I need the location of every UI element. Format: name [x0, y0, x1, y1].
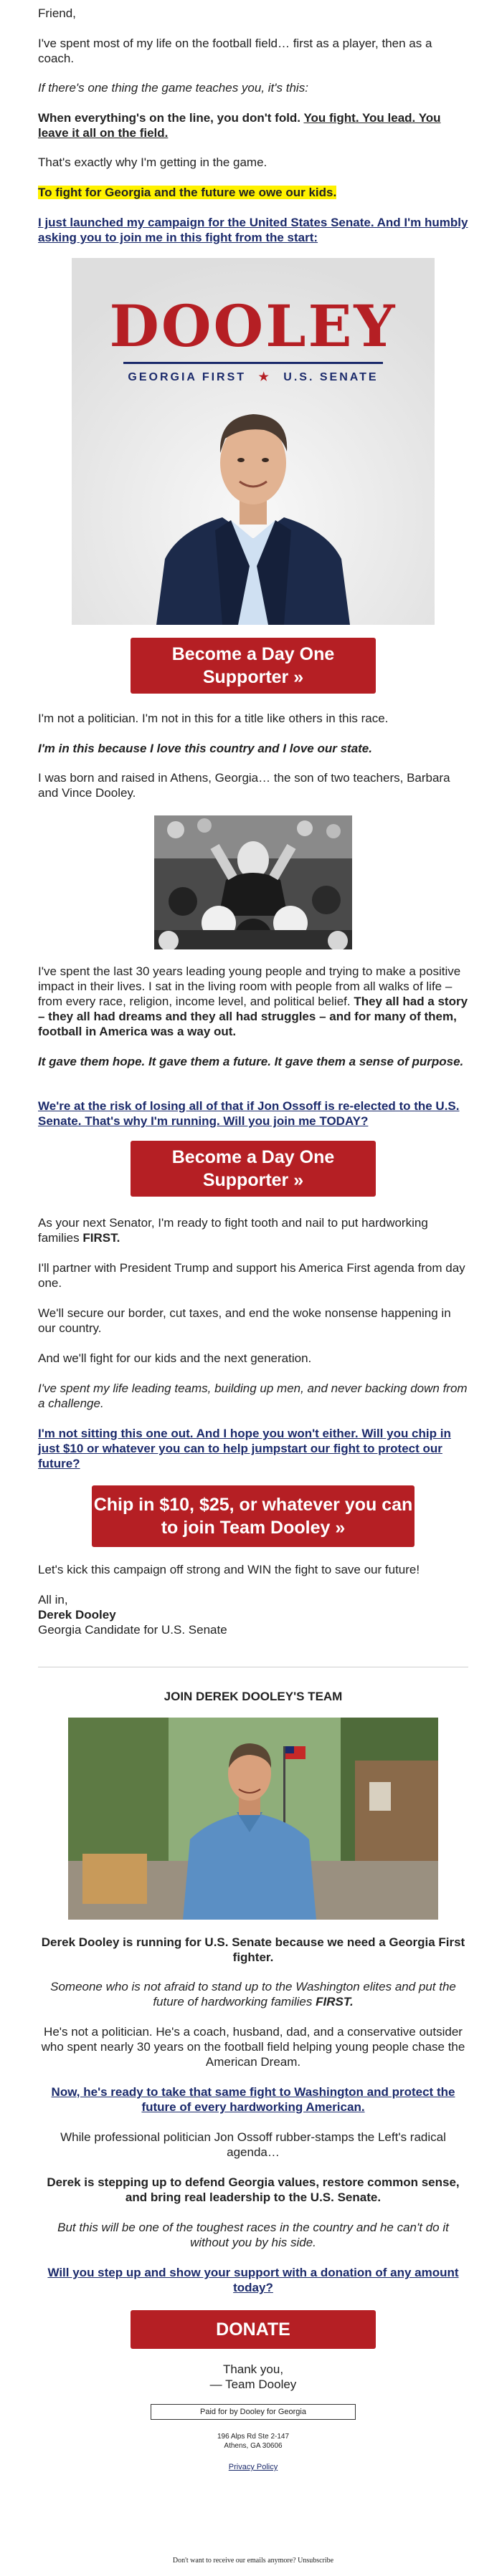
chip-in-button[interactable]: Chip in $10, $25, or whatever you can to join Team Dooley »: [92, 1485, 415, 1547]
not-pol-paragraph: He's not a politician. He's a coach, husband, dad, and a conservative outsider who spent nearly 30 years on the football field helping young people chase the American Dream.: [41, 2025, 465, 2069]
signoff: All in,: [38, 1593, 68, 1607]
intro-paragraph: I've spent most of my life on the football field… first as a player, then as a coach.: [38, 37, 432, 65]
thanks: Thank you,: [222, 2362, 284, 2376]
stepping-paragraph: Derek is stepping up to defend Georgia values, restore common sense, and bring real leadership to the U.S. Senate.: [47, 2175, 460, 2204]
next-senator-bold: FIRST.: [82, 1231, 120, 1245]
spent-life: I've spent my life leading teams, building up men, and never backing down from a challenge.: [38, 1382, 468, 1410]
unsubscribe-link[interactable]: Don't want to receive our emails anymore? Unsubscribe: [172, 2557, 334, 2565]
lesson-lead: If there's one thing the game teaches you, it's this:: [38, 81, 308, 95]
fight-kids: And we'll fight for our kids and the next generation.: [38, 1351, 312, 1365]
highlight-text: To fight for Georgia and the future we owe our kids.: [38, 186, 337, 199]
team-signoff: — Team Dooley: [209, 2378, 297, 2391]
logo-wordmark: DOOLEY: [109, 292, 397, 360]
someone-paragraph: [38, 1979, 468, 2009]
getting-in: That's exactly why I'm getting in the game.: [38, 155, 267, 169]
join-heading: JOIN DEREK DOOLEY'S TEAM: [164, 1690, 343, 1703]
greeting: Friend,: [38, 6, 76, 20]
chip-in-link[interactable]: I'm not sitting this one out. And I hope you won't either. Will you chip in just $10 or whatever you can to help jumpstart our fight to protect our future?: [38, 1427, 451, 1470]
history-photo[interactable]: [154, 815, 352, 949]
born-raised: I was born and raised in Athens, Georgia… the son of two teachers, Barbara and Vince Dooley.: [38, 771, 450, 800]
next-senator: [38, 1215, 468, 1245]
now-link[interactable]: Now, he's ready to take that same fight to Washington and protect the future of every hardworking American.: [51, 2085, 455, 2114]
logo-right-tag: U.S. SENATE: [283, 371, 379, 383]
lesson-underlined: You fight. You lead. You leave it all on the field.: [38, 111, 441, 140]
running-paragraph: Derek Dooley is running for U.S. Senate because we need a Georgia First fighter.: [41, 1935, 465, 1964]
secure-paragraph: We'll secure our border, cut taxes, and end the woke nonsense happening in our country.: [38, 1306, 451, 1335]
lesson-bold: When everything's on the line, you don't fold.: [38, 111, 301, 125]
logo-tagline: [72, 370, 435, 385]
day-one-supporter-button-2[interactable]: Become a Day One Supporter »: [131, 1141, 376, 1197]
lesson-paragraph: [38, 110, 468, 140]
next-senator-plain: As your next Senator, I'm ready to fight tooth and nail to put hardworking families: [38, 1216, 428, 1245]
history-photo-art: [154, 815, 352, 949]
privacy-policy-link[interactable]: Privacy Policy: [228, 2463, 278, 2471]
leading-young-people: [38, 964, 468, 1039]
signature-name: Derek Dooley: [38, 1608, 116, 1622]
logo-left-tag: GEORGIA FIRST: [128, 371, 247, 383]
someone-text: Someone who is not afraid to stand up to the Washington elites and put the future of hardworking families: [50, 1980, 456, 2008]
kick-off: Let's kick this campaign off strong and WIN the fight to save our future!: [38, 1563, 420, 1576]
partner-paragraph: I'll partner with President Trump and support his America First agenda from day one.: [38, 1261, 465, 1290]
someone-bold: FIRST.: [316, 1995, 354, 2008]
star-icon: ★: [258, 371, 271, 383]
toughest-paragraph: But this will be one of the toughest races in the country and he can't do it without you by his side.: [57, 2221, 449, 2249]
launch-link[interactable]: I just launched my campaign for the United States Senate. And I'm humbly asking you to join me in this fight from the start:: [38, 216, 468, 244]
day-one-supporter-button[interactable]: Become a Day One Supporter »: [131, 638, 376, 694]
signature-title: Georgia Candidate for U.S. Senate: [38, 1623, 227, 1637]
not-politician: I'm not a politician. I'm not in this for a title like others in this race.: [38, 712, 389, 725]
paid-for-box: Paid for by Dooley for Georgia: [151, 2404, 356, 2420]
hope-paragraph: It gave them hope. It gave them a future. It gave them a sense of purpose.: [38, 1055, 464, 1068]
address-line-2: Athens, GA 30606: [224, 2442, 283, 2450]
candidate-photo[interactable]: [68, 1718, 438, 1920]
risk-link[interactable]: We're at the risk of losing all of that if Jon Ossoff is re-elected to the U.S. Senate. That's why I'm running. Will you join me TODAY?: [38, 1099, 460, 1128]
while-paragraph: While professional politician Jon Ossoff rubber-stamps the Left's radical agenda…: [60, 2130, 446, 2159]
logo-rule: [123, 362, 383, 364]
leading-plain: I've spent the last 30 years leading young people and trying to make a positive impact in their lives. I sat in the living room with people from all walks of life – from every race, religion, income level, and political belief.: [38, 964, 461, 1008]
love-state: I'm in this because I love this country and I love our state.: [38, 742, 372, 755]
highlight-paragraph: [38, 185, 468, 200]
candidate-photo-art: [68, 1718, 438, 1920]
hero-image[interactable]: [72, 258, 435, 625]
ask-link[interactable]: Will you step up and show your support with a donation of any amount today?: [47, 2266, 459, 2294]
leading-bold: They all had a story – they all had dreams and they all had struggles – and for many of them, football in America was a way out.: [38, 995, 468, 1038]
address-line-1: 196 Alps Rd Ste 2-147: [217, 2433, 290, 2441]
donate-button[interactable]: DONATE: [131, 2310, 376, 2349]
